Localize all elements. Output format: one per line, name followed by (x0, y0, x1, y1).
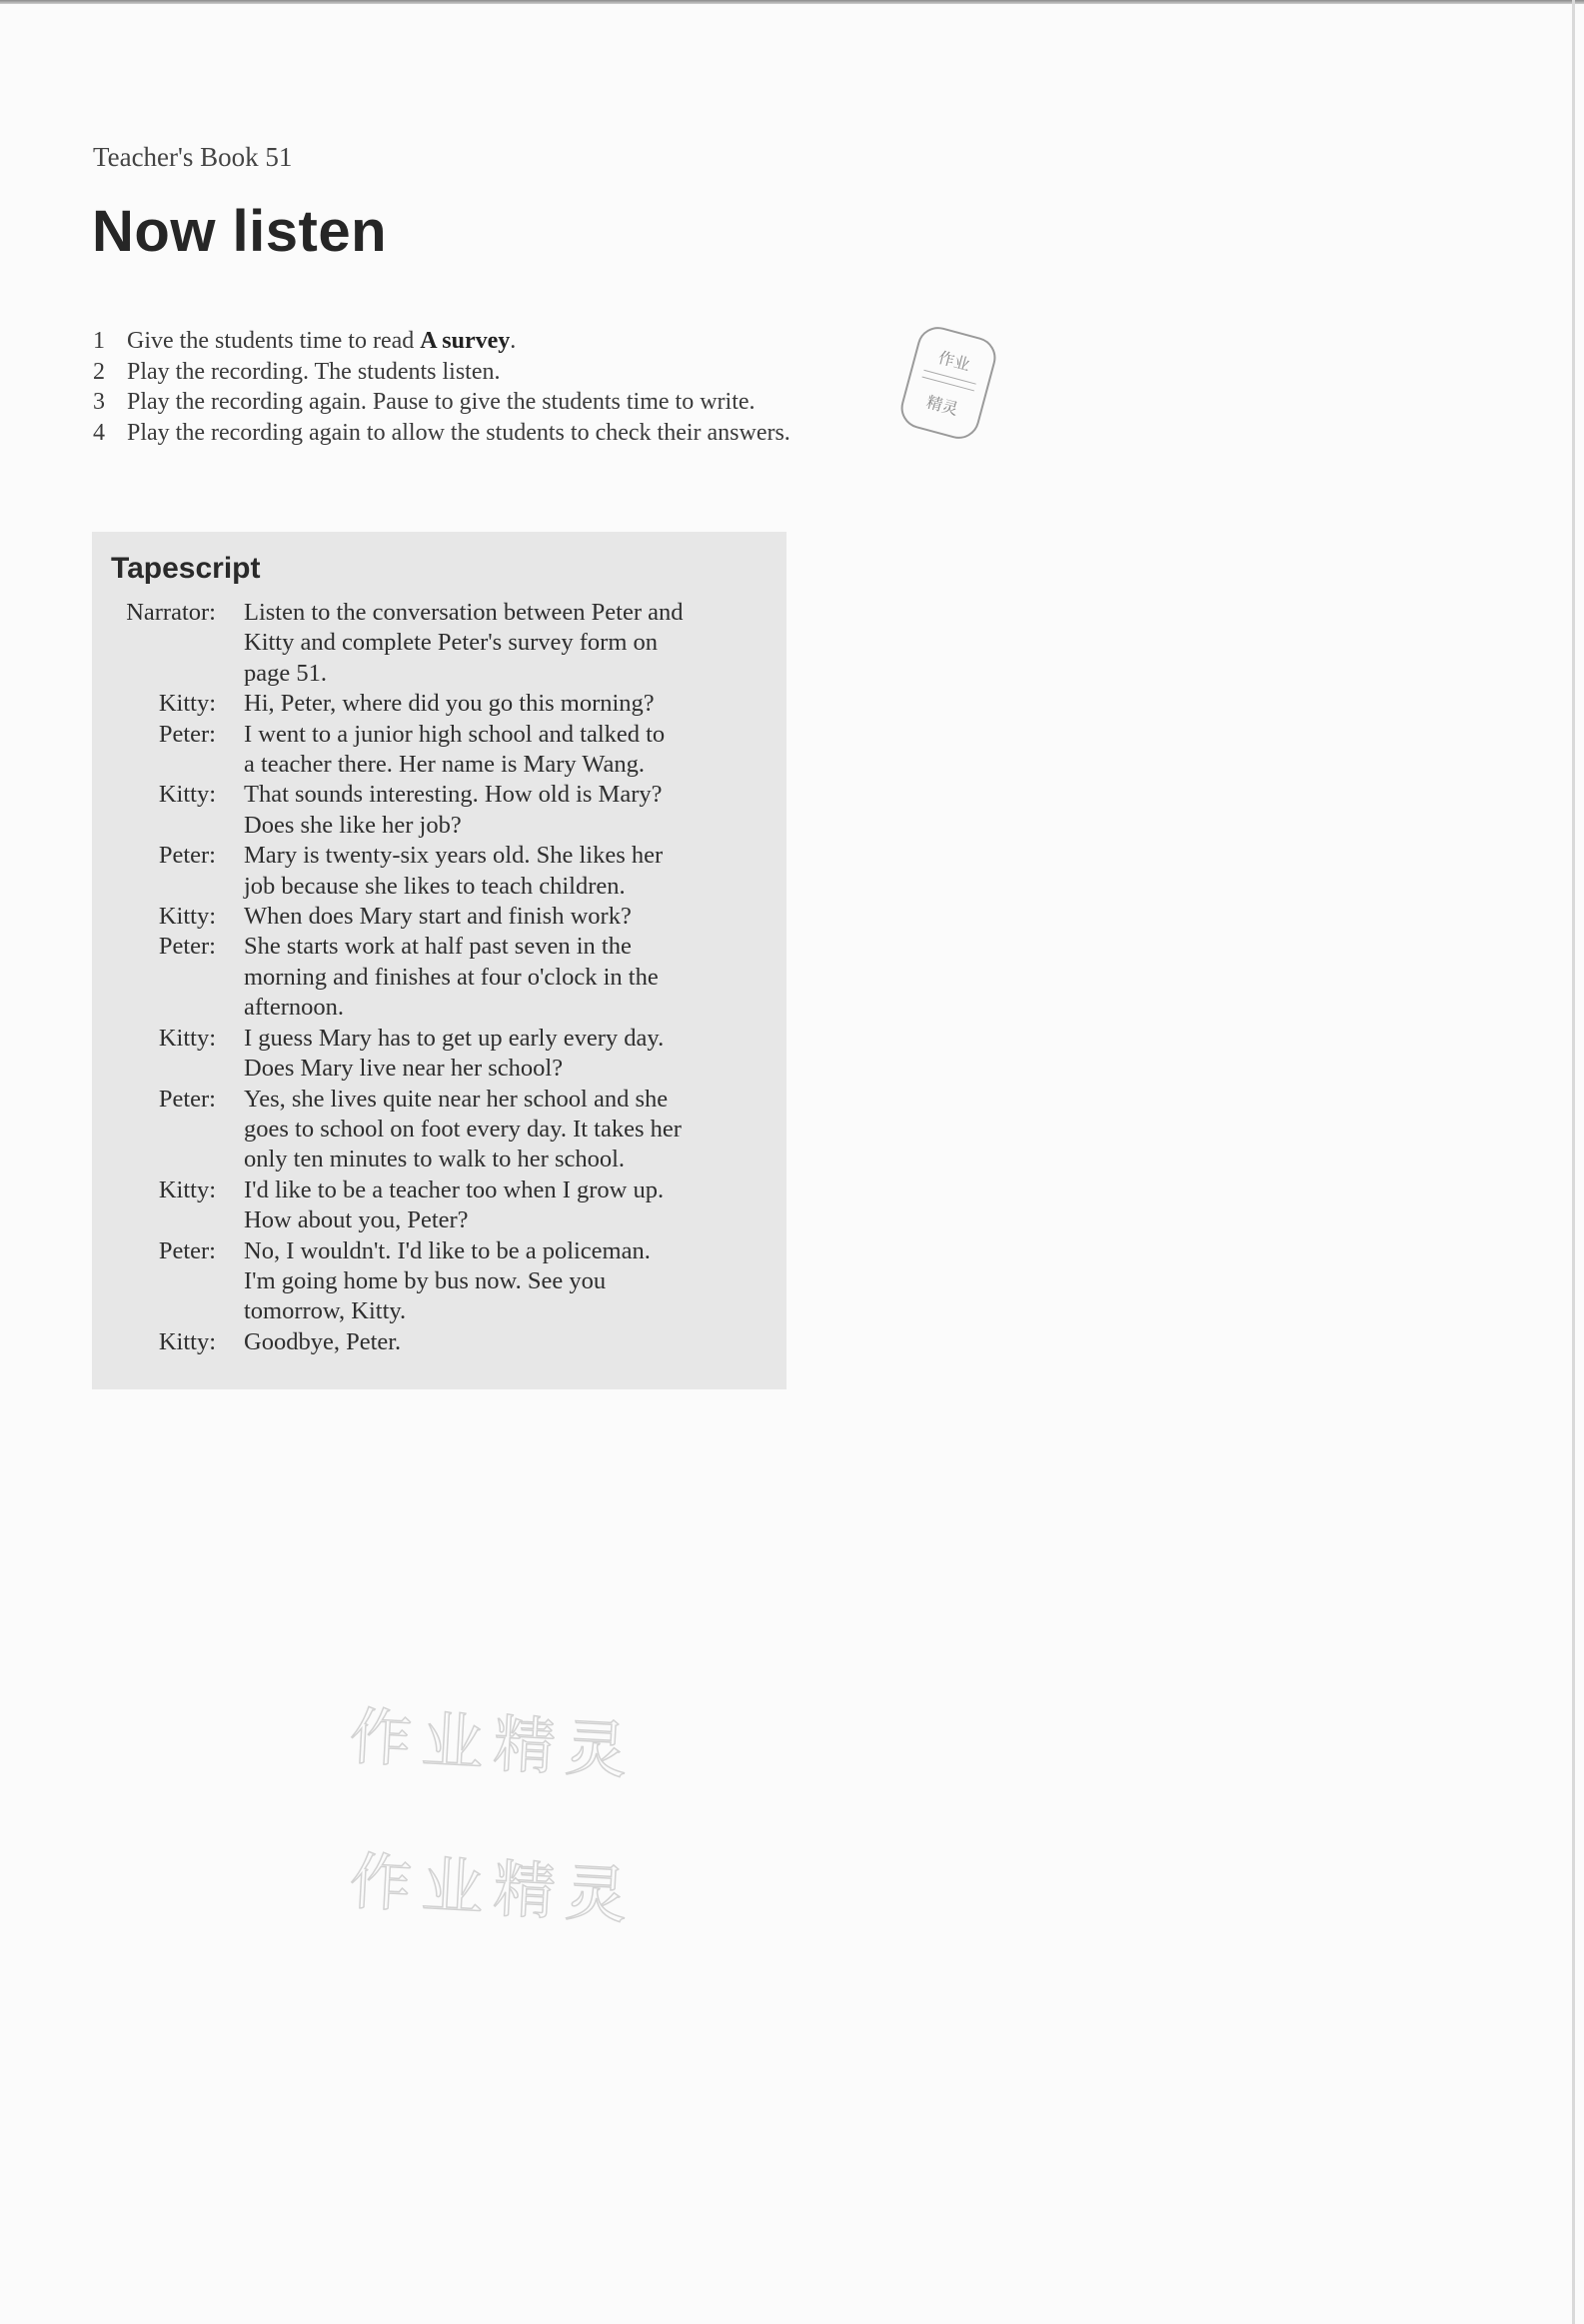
dialogue-text: afternoon. (244, 994, 344, 1022)
tapescript-line (111, 689, 769, 719)
watermark-text: 作业精灵 (348, 1844, 640, 1933)
speaker-label: Peter: (158, 720, 216, 748)
speaker-label: Narrator: (126, 599, 216, 626)
top-rule (0, 0, 1584, 4)
dialogue-text: I'd like to be a teacher too when I grow up. (244, 1175, 665, 1203)
tapescript-line (111, 1024, 769, 1054)
tapescript-line (111, 598, 769, 628)
dialogue-text: goes to school on foot every day. It takes her (244, 1115, 682, 1143)
dialogue-text: morning and finishes at four o'clock in the (244, 963, 659, 991)
tapescript-line (111, 841, 769, 871)
speaker-label (111, 1205, 244, 1235)
page-edge (1572, 0, 1575, 2324)
tapescript-line (111, 1266, 769, 1296)
dialogue-text: How about you, Peter? (244, 1206, 469, 1234)
survey-reference: A survey (420, 328, 511, 354)
speaker-label: Peter: (158, 1085, 216, 1113)
speaker-label (111, 1296, 244, 1326)
tapescript-line (111, 1236, 769, 1266)
speaker-label: Kitty: (158, 1024, 216, 1052)
stamp-icon (897, 322, 999, 444)
speaker-label (111, 1115, 244, 1145)
speaker-label: Kitty: (158, 781, 216, 809)
tapescript-line (111, 1296, 769, 1326)
instruction-step (93, 357, 792, 388)
dialogue-text: Does she like her job? (244, 811, 462, 839)
step-text (127, 326, 792, 357)
speaker-label (111, 872, 244, 902)
step-text: Play the recording. The students listen. (127, 358, 501, 385)
tapescript-line (111, 780, 769, 810)
page-header: Teacher's Book 51 (93, 142, 293, 172)
dialogue-text: She starts work at half past seven in the (244, 933, 632, 961)
step-number: 4 (93, 419, 105, 446)
watermark-text: 作业精灵 (348, 1699, 640, 1788)
dialogue-text: tomorrow, Kitty. (244, 1297, 407, 1325)
tapescript-line (111, 963, 769, 993)
tapescript-line (111, 1145, 769, 1174)
dialogue-text: Hi, Peter, where did you go this morning? (244, 690, 655, 718)
dialogue-text: I'm going home by bus now. See you (244, 1266, 607, 1294)
dialogue-text: a teacher there. Her name is Mary Wang. (244, 751, 645, 779)
tapescript-line (111, 932, 769, 962)
tapescript-line (111, 872, 769, 902)
dialogue-text: When does Mary start and finish work? (244, 903, 632, 931)
instruction-step (93, 418, 792, 449)
step-number: 1 (93, 328, 105, 354)
tapescript-line (111, 811, 769, 841)
step-number: 3 (93, 389, 105, 415)
tapescript-line (111, 659, 769, 689)
tapescript-line (111, 902, 769, 932)
speaker-label (111, 628, 244, 658)
speaker-label (111, 1266, 244, 1296)
speaker-label (111, 1145, 244, 1174)
dialogue-text: page 51. (244, 659, 327, 687)
instruction-step (93, 387, 792, 418)
page-title: Now listen (92, 199, 388, 264)
speaker-label (111, 993, 244, 1023)
speaker-label: Kitty: (158, 690, 216, 718)
speaker-label: Peter: (158, 1236, 216, 1264)
tapescript-box (92, 532, 787, 1389)
tapescript-line (111, 720, 769, 750)
tapescript-line (111, 1205, 769, 1235)
speaker-label: Kitty: (158, 1327, 216, 1355)
step-text-part: Give the students time to read (127, 328, 421, 354)
dialogue-text: Kitty and complete Peter's survey form on (244, 629, 659, 657)
speaker-label (111, 963, 244, 993)
tapescript-line (111, 1054, 769, 1084)
tapescript-line (111, 750, 769, 780)
tapescript-line (111, 628, 769, 658)
step-text: Play the recording again to allow the students to check their answers. (127, 419, 791, 446)
speaker-label: Peter: (158, 933, 216, 961)
dialogue-text: No, I wouldn't. I'd like to be a policeman. (244, 1236, 651, 1264)
speaker-label (111, 659, 244, 689)
dialogue-text: Yes, she lives quite near her school and she (244, 1085, 669, 1113)
tapescript-title: Tapescript (111, 552, 261, 585)
tapescript-line (111, 1115, 769, 1145)
dialogue-text: Mary is twenty-six years old. She likes her (244, 842, 664, 870)
dialogue-text: job because she likes to teach children. (244, 872, 626, 900)
speaker-label: Kitty: (158, 903, 216, 931)
tapescript-line (111, 1175, 769, 1205)
dialogue-text: Listen to the conversation between Peter and (244, 599, 684, 626)
dialogue-text: I went to a junior high school and talked to (244, 720, 666, 748)
stamp-top-text: 作业 (935, 347, 972, 375)
speaker-label (111, 750, 244, 780)
speaker-label: Peter: (158, 842, 216, 870)
step-number: 2 (93, 358, 105, 385)
speaker-label: Kitty: (158, 1175, 216, 1203)
speaker-label (111, 1054, 244, 1084)
instruction-list (93, 326, 792, 448)
dialogue-text: Goodbye, Peter. (244, 1327, 402, 1355)
step-text: Play the recording again. Pause to give the students time to write. (127, 389, 756, 415)
speaker-label (111, 811, 244, 841)
tapescript-line (111, 1085, 769, 1115)
dialogue-text: Does Mary live near her school? (244, 1055, 564, 1083)
tapescript-line (111, 1327, 769, 1357)
dialogue-text: That sounds interesting. How old is Mary? (244, 781, 663, 809)
stamp-bottom-text: 精灵 (923, 392, 960, 420)
step-text-part: . (510, 328, 517, 354)
tapescript-line (111, 993, 769, 1023)
tapescript-lines (111, 598, 769, 1357)
dialogue-text: I guess Mary has to get up early every day. (244, 1024, 665, 1052)
dialogue-text: only ten minutes to walk to her school. (244, 1146, 626, 1173)
instruction-step (93, 326, 792, 357)
